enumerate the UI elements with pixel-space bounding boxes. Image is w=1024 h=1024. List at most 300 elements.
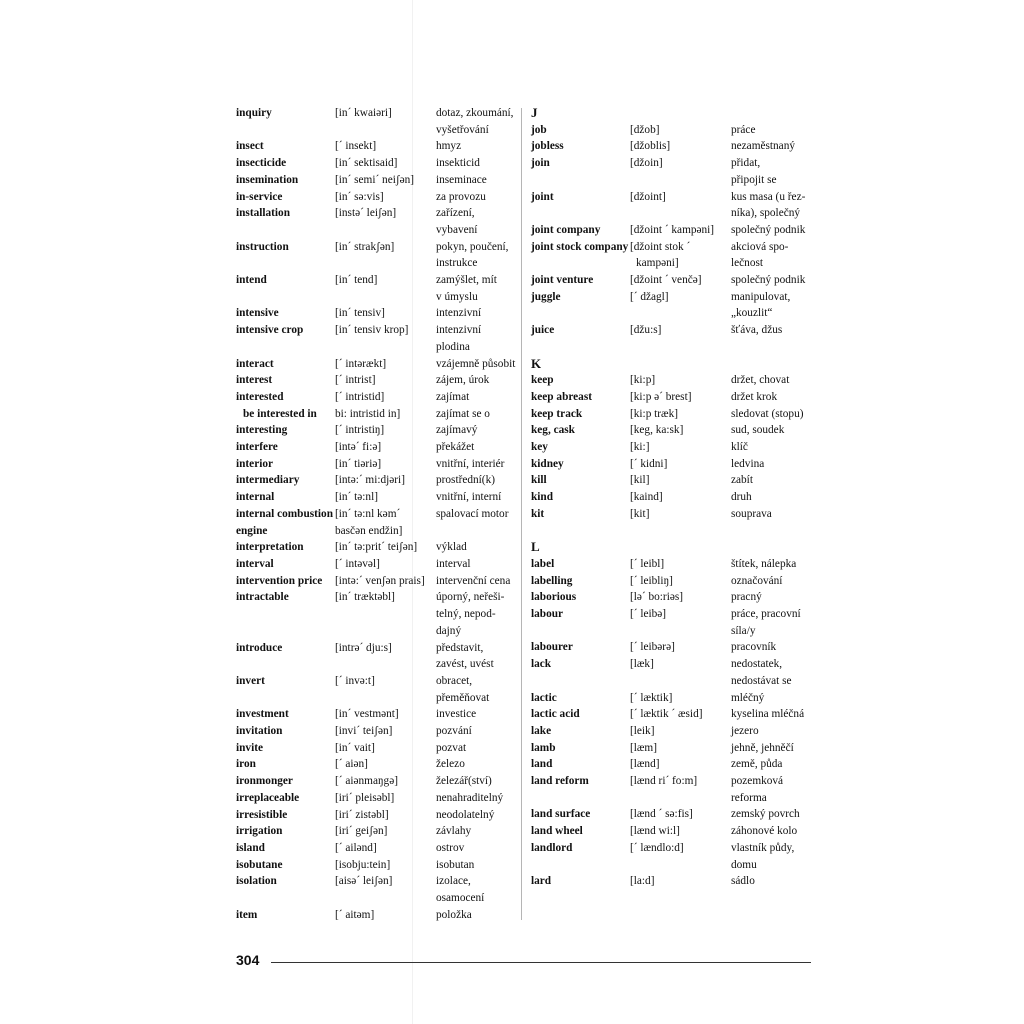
translation-line: instrukce: [436, 257, 478, 270]
pronunciation: [la:d]: [630, 875, 655, 888]
dictionary-entry: [236, 640, 521, 673]
pronunciation: [keg, ka:sk]: [630, 424, 684, 437]
pronunciation: [džoint]: [630, 190, 666, 203]
dictionary-entry: [236, 105, 521, 138]
dictionary-entry: [236, 907, 521, 924]
dictionary-entry: [531, 606, 816, 639]
headword: interested: [236, 390, 284, 403]
headword: juggle: [531, 290, 561, 303]
pronunciation: [´ invə:t]: [335, 674, 375, 687]
dictionary-entry: [236, 556, 521, 573]
dictionary-entry: [236, 539, 521, 556]
translation: [731, 723, 815, 740]
pronunciation: [kaind]: [630, 491, 663, 504]
headword: job: [531, 123, 547, 136]
translation-line: zamýšlet, mít: [436, 274, 497, 287]
translation-line: nenahraditelný: [436, 791, 504, 804]
translation-line: investice: [436, 708, 477, 721]
dictionary-entry: [236, 873, 521, 906]
translation: [731, 740, 815, 757]
column-divider: [521, 108, 522, 920]
translation-line: ostrov: [436, 841, 465, 854]
translation: [731, 690, 815, 707]
section-letter-heading: L: [531, 539, 540, 555]
translation-line: přidat,: [731, 157, 761, 170]
pronunciation: [´ intristid]: [335, 390, 385, 403]
pronunciation: [ki:p]: [630, 374, 656, 387]
pronunciation: [lænd ri´ fo:m]: [630, 775, 698, 788]
pronunciation: [´ insekt]: [335, 140, 377, 153]
dictionary-entry: [236, 456, 521, 473]
pronunciation: [ki:p ə´ brest]: [630, 390, 692, 403]
dictionary-entry: [531, 189, 816, 222]
translation-line: držet, chovat: [731, 374, 790, 387]
dictionary-entry: [531, 740, 816, 757]
pronunciation: [in´ tə:prit´ teiʃən]: [335, 541, 418, 554]
headword: installation: [236, 207, 290, 220]
dictionary-entry: [531, 122, 816, 139]
dictionary-entry: [236, 756, 521, 773]
translation: [436, 790, 520, 807]
pronunciation: [džoin]: [630, 157, 663, 170]
headword: insect: [236, 140, 264, 153]
translation-line: sledovat (stopu): [731, 407, 804, 420]
translation-line: kus masa (u řez-: [731, 190, 806, 203]
translation-line: překážet: [436, 441, 475, 454]
right-column: [531, 105, 816, 890]
pronunciation: [intə´ fi:ə]: [335, 441, 382, 454]
pronunciation: [´ leibərə]: [630, 641, 675, 654]
dictionary-entry: [531, 806, 816, 823]
translation-line: inseminace: [436, 173, 487, 186]
translation: [731, 873, 815, 890]
headword: kit: [531, 507, 545, 520]
translation-line: v úmyslu: [436, 290, 478, 303]
translation: [436, 172, 520, 189]
section-spacer: [531, 339, 816, 356]
translation-line: pozemková: [731, 775, 784, 788]
headword: join: [531, 157, 550, 170]
pronunciation: [in´ tend]: [335, 274, 378, 287]
headword: be interested in: [243, 407, 317, 420]
translation-line: ledvina: [731, 457, 765, 470]
pronunciation: [aisə´ leiʃən]: [335, 875, 393, 888]
translation: [436, 773, 520, 790]
translation-line: zemský povrch: [731, 808, 800, 821]
translation-line: jehně, jehněčí: [731, 741, 794, 754]
pronunciation: [iri´ zistəbl]: [335, 808, 389, 821]
dictionary-entry: [531, 406, 816, 423]
translation-line: vnitřní, interiér: [436, 457, 505, 470]
headword: kidney: [531, 457, 564, 470]
translation: [436, 389, 520, 406]
pronunciation: [´ intrist]: [335, 374, 376, 387]
translation: [436, 723, 520, 740]
translation-line: intervenční cena: [436, 574, 511, 587]
translation: [436, 305, 520, 322]
translation: [436, 189, 520, 206]
pronunciation: [kit]: [630, 507, 650, 520]
headword: intensive: [236, 307, 279, 320]
pronunciation: [lə´ bo:riəs]: [630, 591, 684, 604]
headword: intermediary: [236, 474, 300, 487]
pronunciation: [intə:´ venʃən prais]: [335, 574, 425, 587]
pronunciation: [´ leibliŋ]: [630, 574, 673, 587]
dictionary-entry: [531, 723, 816, 740]
translation: [731, 189, 815, 222]
translation: [436, 372, 520, 389]
pronunciation: [´ kidni]: [630, 457, 668, 470]
translation-line: intenzivní: [436, 324, 482, 337]
translation: [436, 205, 520, 238]
dictionary-entry: [531, 372, 816, 389]
translation: [731, 823, 815, 840]
translation: [436, 356, 520, 373]
headword: in-service: [236, 190, 283, 203]
headword: invert: [236, 674, 265, 687]
translation-line: pozvání: [436, 725, 472, 738]
pronunciation: [630, 239, 731, 272]
pronunciation: [in´ vait]: [335, 741, 375, 754]
pronunciation: [´ leibə]: [630, 608, 667, 621]
translation: [731, 639, 815, 656]
pronunciation: [in´ tensiv]: [335, 307, 385, 320]
dictionary-entry: [236, 356, 521, 373]
pronunciation: [læk]: [630, 658, 654, 671]
headword: insemination: [236, 173, 299, 186]
dictionary-entry: [531, 439, 816, 456]
dictionary-entry: [236, 723, 521, 740]
translation: [436, 756, 520, 773]
dictionary-entry: [531, 222, 816, 239]
dictionary-entry: [531, 656, 816, 689]
headword: lack: [531, 658, 552, 671]
pronunciation: [džoint ´ venčə]: [630, 274, 702, 287]
headword: ironmonger: [236, 775, 293, 788]
translation: [731, 222, 815, 239]
translation: [436, 823, 520, 840]
translation: [731, 773, 815, 806]
headword: kill: [531, 474, 547, 487]
dictionary-entry: [236, 840, 521, 857]
pronunciation: basčən endžin]: [335, 524, 403, 537]
pronunciation: [džu:s]: [630, 324, 662, 337]
dictionary-entry: [236, 823, 521, 840]
translation-line: pozvat: [436, 741, 467, 754]
translation: [436, 472, 520, 489]
dictionary-entry: [236, 506, 521, 523]
translation: [731, 138, 815, 155]
dictionary-entry: [236, 740, 521, 757]
pronunciation: [ki:p træk]: [630, 407, 679, 420]
headword: lake: [531, 724, 552, 737]
pronunciation: [intrə´ dju:s]: [335, 641, 392, 654]
translation-line: vlastník půdy,: [731, 841, 795, 854]
headword: key: [531, 441, 548, 454]
dictionary-entry: [531, 639, 816, 656]
headword: island: [236, 841, 265, 854]
translation-line: telný, nepod-: [436, 608, 496, 621]
translation-line: záhonové kolo: [731, 825, 798, 838]
translation-line: zavést, uvést: [436, 658, 494, 671]
headword: interesting: [236, 424, 288, 437]
translation: [436, 439, 520, 456]
headword: label: [531, 557, 555, 570]
dictionary-entry: [236, 573, 521, 590]
dictionary-entry: [236, 673, 521, 706]
translation-line: pracný: [731, 591, 762, 604]
pronunciation: [lænd]: [630, 758, 660, 771]
pronunciation: [´ intəvəl]: [335, 557, 380, 570]
headword: land: [531, 758, 553, 771]
headword: instruction: [236, 240, 289, 253]
translation: [731, 840, 815, 873]
dictionary-entry: [236, 523, 521, 540]
page-number: 304: [236, 952, 260, 968]
headword: introduce: [236, 641, 283, 654]
translation: [436, 506, 520, 523]
translation-line: nedostatek,: [731, 658, 783, 671]
headword: isolation: [236, 875, 277, 888]
translation-line: domu: [731, 858, 757, 871]
translation: [731, 389, 815, 406]
translation-line: intenzivní: [436, 307, 482, 320]
pronunciation: [læm]: [630, 741, 657, 754]
headword: keg, cask: [531, 424, 575, 437]
pronunciation: [isobju:tein]: [335, 858, 391, 871]
pronunciation: [´ aiənmaŋgə]: [335, 775, 398, 788]
translation-line: manipulovat,: [731, 290, 791, 303]
translation-line: dotaz, zkoumání,: [436, 107, 514, 119]
pronunciation: [´ læktik ´ æsid]: [630, 708, 703, 721]
translation-line: za provozu: [436, 190, 486, 203]
translation: [436, 406, 520, 423]
dictionary-entry: [236, 706, 521, 723]
translation: [731, 573, 815, 590]
translation-line: spalovací motor: [436, 507, 509, 520]
headword: keep: [531, 374, 554, 387]
translation-line: kyselina mléčná: [731, 708, 805, 721]
pronunciation: [džoint ´ kampəni]: [630, 223, 715, 236]
pronunciation: [´ læktik]: [630, 691, 673, 704]
headword: invitation: [236, 725, 283, 738]
translation-line: štítek, nálepka: [731, 557, 797, 570]
dictionary-entry: [531, 823, 816, 840]
translation: [731, 706, 815, 723]
pronunciation: [invi´ teiʃən]: [335, 725, 393, 738]
translation-line: jezero: [731, 724, 759, 737]
translation-line: obracet,: [436, 674, 473, 687]
translation-line: označování: [731, 574, 783, 587]
translation-line: vnitřní, interní: [436, 491, 502, 504]
section-letter-heading: J: [531, 105, 538, 120]
headword: land wheel: [531, 825, 583, 838]
dictionary-entry: [531, 489, 816, 506]
headword: insecticide: [236, 157, 287, 170]
translation-line: izolace,: [436, 875, 471, 888]
pronunciation: [´ ailənd]: [335, 841, 377, 854]
translation-line: nedostávat se: [731, 674, 792, 687]
translation-line: vyšetřování: [436, 123, 489, 136]
headword: intend: [236, 274, 267, 287]
translation-line: síla/y: [731, 624, 756, 637]
translation: [436, 640, 520, 673]
translation: [731, 289, 815, 322]
dictionary-entry: [531, 456, 816, 473]
headword: irreplaceable: [236, 791, 300, 804]
pronunciation: bi: intristid in]: [335, 407, 401, 420]
dictionary-entry: [531, 506, 816, 523]
headword: jobless: [531, 140, 564, 153]
dictionary-entry: [236, 589, 521, 639]
translation-line: práce: [731, 123, 756, 136]
pronunciation: [´ intərækt]: [335, 357, 387, 370]
translation: [436, 740, 520, 757]
dictionary-entry: [531, 239, 816, 272]
dictionary-entry: [531, 155, 816, 188]
pronunciation: [leik]: [630, 724, 655, 737]
dictionary-entry: [236, 472, 521, 489]
translation: [436, 706, 520, 723]
pronunciation: [lænd wi:l]: [630, 825, 680, 838]
translation: [731, 589, 815, 606]
headword: internal combustion: [236, 507, 333, 520]
translation-line: neodolatelný: [436, 808, 495, 821]
headword: item: [236, 908, 258, 921]
headword: keep abreast: [531, 390, 592, 403]
headword: lamb: [531, 741, 556, 754]
translation-line: představit,: [436, 641, 484, 654]
translation-line: interval: [436, 557, 471, 570]
translation-line: přeměňovat: [436, 691, 490, 704]
translation-line: země, půda: [731, 758, 783, 771]
translation: [731, 806, 815, 823]
translation: [436, 456, 520, 473]
dictionary-entry: [236, 138, 521, 155]
pronunciation: [in´ vestmənt]: [335, 708, 399, 721]
dictionary-entry: [531, 773, 816, 806]
dictionary-entry: [531, 272, 816, 289]
translation-line: pokyn, poučení,: [436, 240, 509, 253]
section-spacer: [531, 523, 816, 540]
pronunciation: [in´ tə:nl]: [335, 491, 378, 504]
headword: investment: [236, 708, 289, 721]
translation: [731, 456, 815, 473]
pronunciation: [intə:´ mi:djəri]: [335, 474, 405, 487]
translation-line: plodina: [436, 340, 470, 353]
translation-line: společný podnik: [731, 274, 806, 287]
translation: [731, 122, 815, 139]
pronunciation: [´ džagl]: [630, 290, 669, 303]
headword: intractable: [236, 591, 289, 604]
headword: interval: [236, 557, 274, 570]
translation: [436, 556, 520, 573]
translation-line: zabít: [731, 474, 753, 487]
translation-line: lečnost: [731, 257, 763, 270]
pronunciation: [´ lændlo:d]: [630, 841, 684, 854]
translation-line: insekticid: [436, 157, 480, 170]
pronunciation: [ki:]: [630, 441, 650, 454]
translation-line: zajímat: [436, 390, 470, 403]
translation-line: připojit se: [731, 173, 777, 186]
headword: laborious: [531, 591, 577, 604]
pronunciation: [in´ semi´ neiʃən]: [335, 173, 415, 186]
headword: inquiry: [236, 107, 272, 119]
translation: [731, 239, 815, 272]
translation-line: železář(ství): [436, 775, 492, 788]
headword: internal: [236, 491, 275, 504]
headword: joint: [531, 190, 554, 203]
pronunciation: [´ aitəm]: [335, 908, 375, 921]
translation: [731, 422, 815, 439]
translation: [436, 589, 520, 639]
translation: [436, 873, 520, 906]
translation-line: úporný, neřeši-: [436, 591, 505, 604]
pronunciation: [´ leibl]: [630, 557, 665, 570]
translation: [436, 105, 520, 138]
translation-line: sud, soudek: [731, 424, 785, 437]
translation: [436, 322, 520, 355]
headword: labour: [531, 608, 564, 621]
dictionary-entry: [531, 322, 816, 339]
dictionary-entry: [236, 372, 521, 389]
dictionary-entry: [531, 389, 816, 406]
headword: invite: [236, 741, 263, 754]
headword: interior: [236, 457, 274, 470]
dictionary-entry: [531, 472, 816, 489]
pronunciation: [džoblis]: [630, 140, 671, 153]
pronunciation: [in´ tiəriə]: [335, 457, 382, 470]
translation-line: společný podnik: [731, 223, 806, 236]
headword: lard: [531, 875, 552, 888]
headword: keep track: [531, 407, 583, 420]
translation-line: zařízení,: [436, 207, 475, 220]
dictionary-entry: [236, 406, 521, 423]
translation-line: zajímat se o: [436, 407, 490, 420]
headword: land surface: [531, 808, 591, 821]
pronunciation: [in´ sə:vis]: [335, 190, 384, 203]
headword: joint stock company: [531, 240, 629, 253]
translation: [436, 422, 520, 439]
translation: [436, 840, 520, 857]
dictionary-entry: [236, 773, 521, 790]
dictionary-entry: [531, 138, 816, 155]
dictionary-entry: [236, 189, 521, 206]
translation: [436, 523, 520, 540]
dictionary-entry: [531, 573, 816, 590]
dictionary-entry: [236, 439, 521, 456]
headword: irrigation: [236, 825, 283, 838]
left-column: [236, 105, 521, 923]
translation: [731, 506, 815, 523]
translation: [731, 556, 815, 573]
headword: interact: [236, 357, 274, 370]
translation: [436, 539, 520, 556]
headword: landlord: [531, 841, 573, 854]
translation: [436, 272, 520, 305]
headword: irresistible: [236, 808, 288, 821]
translation: [731, 439, 815, 456]
headword: intervention price: [236, 574, 323, 587]
headword: intensive crop: [236, 324, 304, 337]
dictionary-entry: [236, 857, 521, 874]
dictionary-entry: [236, 422, 521, 439]
headword: joint company: [531, 223, 601, 236]
translation: [731, 489, 815, 506]
dictionary-entry: [531, 589, 816, 606]
translation-line: vybavení: [436, 223, 478, 236]
pronunciation: [in´ tensiv krop]: [335, 324, 409, 337]
